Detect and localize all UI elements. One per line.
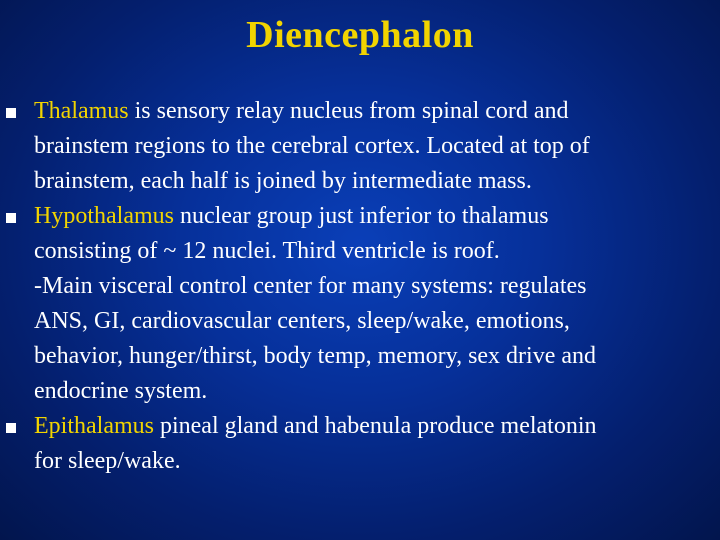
description-epithalamus: pineal gland and habenula produce melatonin for sleep/wake.: [34, 413, 597, 474]
list-item-text: [34, 409, 694, 479]
square-bullet-icon: [6, 423, 16, 433]
list-item-text: [34, 199, 694, 409]
list-item-epithalamus: [0, 409, 694, 479]
slide-title: Diencephalon: [246, 14, 474, 56]
description-thalamus: is sensory relay nucleus from spinal cord and brainstem regions to the cerebral cortex. Located at top of brainstem, each half is joined by intermediate mass.: [34, 98, 590, 194]
list-item-text: [34, 94, 694, 199]
description-hypothalamus: nuclear group just inferior to thalamus consisting of ~ 12 nuclei. Third ventricle is roof. -Main visceral control center for many systems: regulates ANS, GI, cardiovascular centers, sleep/wake, emotions, behavior, hunger/thirst, body temp, memory, sex drive and endocrine system.: [34, 203, 597, 404]
term-hypothalamus: Hypothalamus: [34, 203, 174, 229]
bullet-list: [0, 94, 720, 479]
square-bullet-icon: [6, 108, 16, 118]
term-thalamus: Thalamus: [34, 98, 129, 124]
list-item-thalamus: [0, 94, 694, 199]
square-bullet-icon: [6, 213, 16, 223]
term-epithalamus: Epithalamus: [34, 413, 154, 439]
list-item-hypothalamus: [0, 199, 694, 409]
